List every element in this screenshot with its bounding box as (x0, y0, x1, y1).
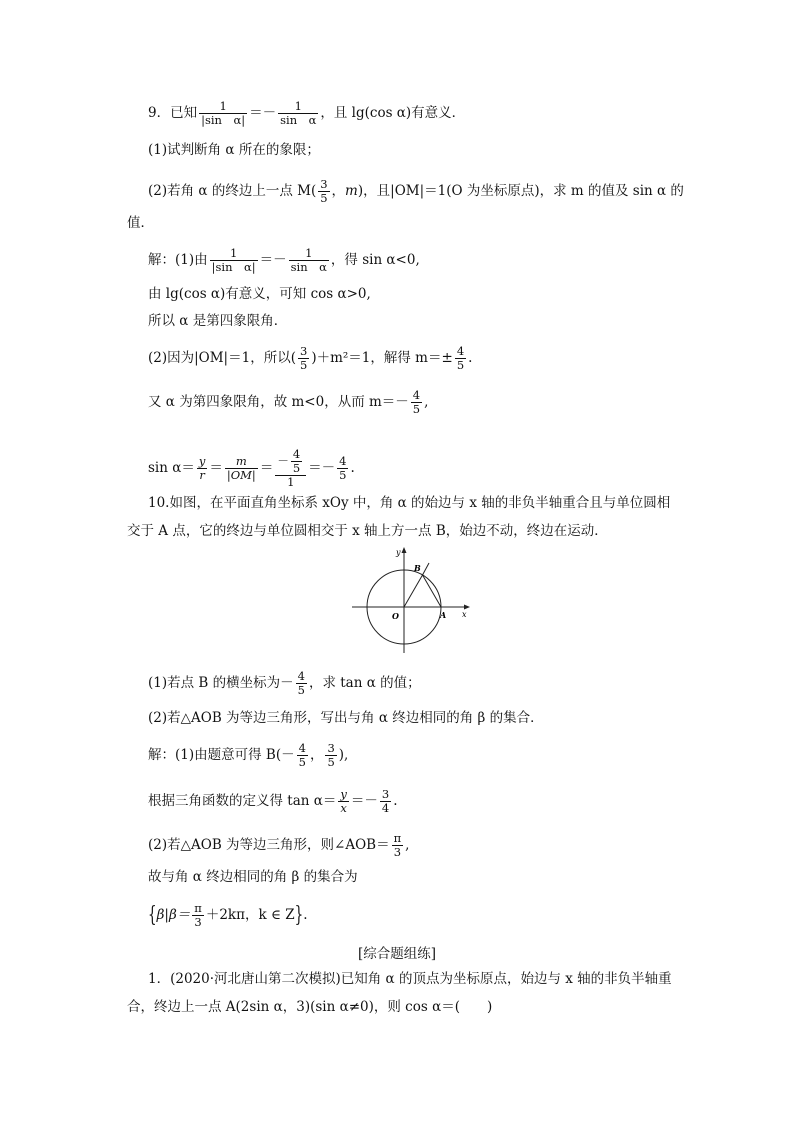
q10-solution-1: 解：(1)由题意可得 B(－ $\frac{4}{5}$ ， $\frac{3}{5}$ ), (148, 741, 349, 769)
q10-part2: (2)若△AOB 为等边三角形，写出与角 α 终边相同的角 β 的集合． (148, 710, 544, 726)
q9-solution-3: 所以 α 是第四象限角． (148, 313, 288, 329)
q9-part2-cont: 值． (127, 215, 154, 231)
fraction: $\frac{1}{\text{|sin α|}}$ (201, 99, 246, 127)
q10-solution-2: 根据三角函数的定义得 tan α＝ $\frac{y}{x}$ ＝－ $\frac{3}{4}$ . (148, 787, 398, 815)
q10-line1: 10.如图，在平面直角坐标系 xOy 中，角 α 的始边与 x 轴的非负半轴重合且与单位圆相 (148, 495, 671, 511)
segment-ba (423, 575, 442, 607)
fraction: $\frac{1}{\text{sin α}}$ (280, 99, 317, 127)
q9-solution-6: sin α＝ $\frac{y}{r}$ ＝ $\frac{m}{|OM|}$ ＝ － $\frac{4}{5}$ 1 ＝－ $\frac{4}{5}$ . (148, 447, 355, 489)
section-heading: [综合题组练] (357, 946, 437, 962)
q9-intro: 9．已知 (148, 105, 198, 121)
q10-part1: (1)若点 B 的横坐标为－ $\frac{4}{5}$ ，求 tan α 的值； (148, 669, 421, 697)
q9-part1: (1)试判断角 α 所在的象限； (148, 142, 320, 158)
q1-line2: 合，终边上一点 A(2sin α，3)(sin α≠0)，则 cos α＝( ) (127, 999, 493, 1015)
terminal-extension (423, 563, 430, 575)
y-axis-arrow (402, 547, 407, 553)
terminal-side-ob (404, 575, 423, 607)
x-axis-arrow (464, 605, 470, 610)
q9-solution-4: (2)因为|OM|＝1，所以( $\frac{3}{5}$ )＋m²＝1，解得 m＝± $\frac{4}{5}$ . (148, 344, 473, 372)
q9-solution-5: 又 α 为第四象限角，故 m<0，从而 m＝－ $\frac{4}{5}$ , (148, 388, 429, 416)
unit-circle-figure (352, 545, 472, 659)
origin-label: O (392, 611, 399, 621)
y-label: y (396, 548, 401, 557)
q9-solution-2: 由 lg(cos α)有意义，可知 cos α>0, (148, 286, 371, 302)
q9-solution-1: 解：(1)由 $\frac{1}{\text{|sin α|}}$ ＝－ $\frac{1}{\text{sin α}}$ ，得 sin α<0, (148, 246, 420, 274)
q10-solution-4: 故与角 α 终边相同的角 β 的集合为 (148, 869, 358, 885)
point-a-label: A (440, 610, 447, 620)
q10-line2: 交于 A 点，它的终边与单位圆相交于 x 轴上方一点 B，始边不动，终边在运动． (127, 523, 608, 539)
point-b-label: B (414, 563, 421, 573)
q9-part2: (2)若角 α 的终边上一点 M( $\frac{3}{5}$ ，m)，且|OM|＝1(O 为坐标原点)，求 m 的值及 sin α 的 (148, 177, 684, 205)
x-label: x (462, 610, 467, 619)
q9-statement: 9．已知 $\frac{1}{\text{|sin α|}}$ ＝－ $\frac{1}{\text{sin α}}$ ，且 lg(cos α)有意义． (148, 99, 466, 127)
q10-solution-set: {β|β＝ $\frac{\pi}{3}$ ＋2kπ，k ∈ Z}. (148, 901, 308, 929)
q10-solution-3: (2)若△AOB 为等边三角形，则∠AOB＝ $\frac{\pi}{3}$ , (148, 831, 410, 859)
q1-line1: 1．(2020·河北唐山第二次模拟)已知角 α 的顶点为坐标原点，始边与 x 轴的非负半轴重 (148, 971, 672, 987)
